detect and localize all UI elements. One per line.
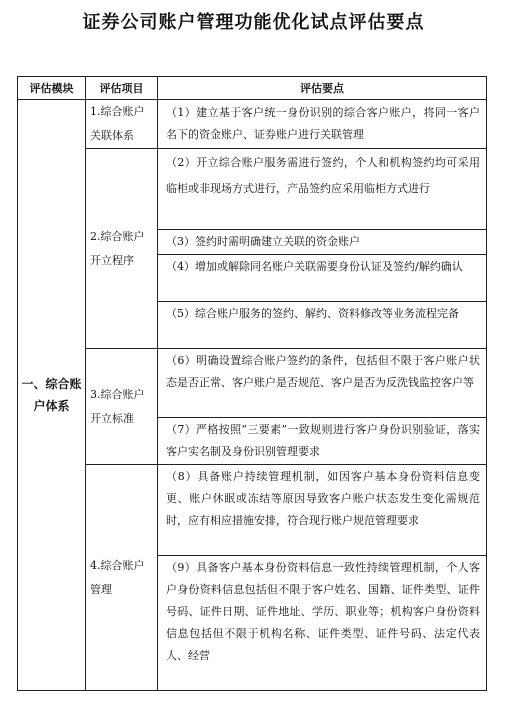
item-cell — [86, 100, 158, 149]
point-7: （7）严格按照“三要素”一致规则进行客户身份识别验证，落实客户实名制及身份识别管理要求 — [166, 423, 480, 458]
table-row — [18, 349, 487, 418]
table-row — [18, 465, 487, 556]
point-cell — [158, 302, 487, 349]
point-cell — [158, 349, 487, 418]
item-label-3: 3.综合账户开立标准 — [90, 387, 145, 425]
table-header-row — [18, 77, 487, 100]
header-module: 评估模块 — [18, 77, 86, 100]
point-cell — [158, 230, 487, 255]
point-9: （9）具备客户基本身份资料信息一致性持续管理机制，个人客户身份资料信息包括但不限于客户姓名、国籍、证件类型、证件号码、证件日期、证件地址、学历、职业等；机构客户身份资料信息包括但不限于机构名称、证件类型、证件号码、法定代表人、经营 — [166, 561, 480, 662]
item-label-4: 4.综合账户管理 — [90, 558, 145, 596]
item-cell — [86, 149, 158, 349]
point-8: （8）具备账户持续管理机制，如因客户基本身份资料信息变更、账户休眠或冻结等原因导致客户账户状态发生变化需规范时，应有相应措施安排，符合现行账户规范管理要求 — [166, 470, 480, 527]
point-cell — [158, 556, 487, 691]
point-cell — [158, 149, 487, 230]
item-label-1: 1.综合账户关联体系 — [90, 105, 145, 142]
item-cell — [86, 349, 158, 465]
table-row — [18, 100, 487, 149]
point-4: （4）增加或解除同名账户关联需要身份认证及签约/解约确认 — [166, 260, 463, 273]
table-row — [18, 149, 487, 230]
module-label: 一、综合账户体系 — [21, 377, 82, 413]
item-label-2: 2.综合账户开立程序 — [90, 229, 145, 267]
point-2: （2）开立综合账户服务需进行签约，个人和机构签约均可采用临柜或非现场方式进行，产品签约应采用临柜方式进行 — [166, 156, 480, 195]
point-cell — [158, 465, 487, 556]
point-cell — [158, 100, 487, 149]
point-1: （1）建立基于客户统一身份识别的综合客户账户，将同一客户名下的资金账户、证券账户进行关联管理 — [166, 106, 480, 141]
module-cell — [18, 100, 86, 691]
point-cell — [158, 255, 487, 302]
point-5: （5）综合账户服务的签约、解约、资料修改等业务流程完备 — [166, 307, 459, 320]
document-title: 证券公司账户管理功能优化试点评估要点 — [82, 12, 425, 33]
point-6: （6）明确设置综合账户签约的条件，包括但不限于客户账户状态是否正常、客户账户是否规范、客户是否为反洗钱监控客户等 — [166, 354, 480, 389]
item-cell — [86, 465, 158, 691]
point-3: （3）签约时需明确建立关联的资金账户 — [166, 235, 360, 248]
header-points: 评估要点 — [158, 77, 487, 100]
header-item: 评估项目 — [86, 77, 158, 100]
evaluation-table — [17, 76, 487, 691]
point-cell — [158, 418, 487, 465]
